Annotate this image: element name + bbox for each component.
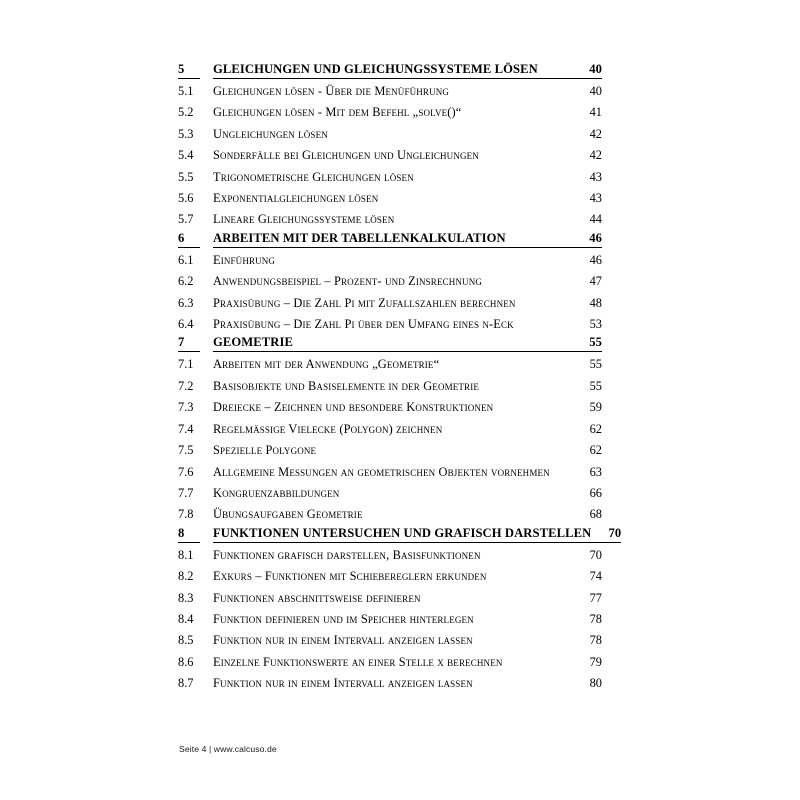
chapter-title: GEOMETRIE — [213, 335, 572, 352]
toc-entry[interactable] — [178, 673, 602, 694]
chapter-block — [178, 525, 622, 695]
chapter-heading[interactable] — [178, 62, 602, 79]
toc-entry[interactable] — [178, 609, 602, 630]
section-title: Exkurs – Funktionen mit Schiebereglern erkunden — [213, 569, 487, 584]
chapter-page-number: 55 — [572, 335, 602, 352]
section-number: 7.8 — [178, 507, 194, 522]
section-number: 6.1 — [178, 252, 194, 267]
section-page-number: 43 — [589, 169, 602, 184]
toc-entry[interactable] — [178, 102, 602, 123]
chapter-heading[interactable] — [178, 231, 602, 248]
section-number: 7.4 — [178, 421, 194, 436]
toc-entry[interactable] — [178, 81, 602, 102]
toc-entry[interactable] — [178, 145, 602, 166]
section-title: Praxisübung – Die Zahl Pi mit Zufallszahlen berechnen — [213, 295, 516, 310]
chapter-page-number: 40 — [572, 62, 602, 79]
section-page-number: 40 — [589, 84, 602, 98]
toc-entry[interactable] — [178, 545, 602, 566]
toc-entry[interactable] — [178, 293, 602, 314]
section-page-number: 62 — [589, 421, 602, 436]
toc-entry[interactable] — [178, 630, 602, 651]
chapter-block — [178, 335, 602, 525]
section-number: 8.3 — [178, 590, 194, 605]
section-page-number: 46 — [589, 252, 602, 267]
chapter-page-number: 70 — [591, 526, 621, 543]
chapter-heading[interactable] — [178, 335, 602, 352]
section-title: Arbeiten mit der Anwendung „Geometrie“ — [213, 357, 440, 372]
section-page-number: 77 — [589, 590, 602, 605]
section-number: 8.4 — [178, 611, 194, 626]
section-title: Allgemeine Messungen an geometrischen Objekten vornehmen — [213, 464, 550, 479]
section-title: Funktionen abschnittsweise definieren — [213, 590, 421, 605]
section-page-number: 55 — [589, 357, 602, 372]
section-number: 5.2 — [178, 105, 194, 120]
section-title: Gleichungen lösen - Mit dem Befehl „solve()“ — [213, 105, 462, 120]
chapter-page-number: 46 — [572, 231, 602, 248]
section-title: Funktion nur in einem Intervall anzeigen lassen — [213, 676, 473, 691]
section-title: Sonderfälle bei Gleichungen und Ungleichungen — [213, 148, 479, 163]
section-title: Funktionen grafisch darstellen, Basisfunktionen — [213, 547, 481, 562]
section-number: 8.5 — [178, 633, 194, 648]
section-number: 6.2 — [178, 274, 194, 289]
toc-entry[interactable] — [178, 188, 602, 209]
section-number: 6.3 — [178, 295, 194, 310]
toc-entry[interactable] — [178, 354, 602, 375]
section-number: 5.6 — [178, 191, 194, 206]
section-page-number: 66 — [589, 485, 602, 500]
section-page-number: 79 — [589, 654, 602, 669]
section-number: 8.6 — [178, 654, 194, 669]
section-page-number: 47 — [589, 274, 602, 289]
section-title: Funktion nur in einem Intervall anzeigen lassen — [213, 633, 473, 648]
section-title: Einführung — [213, 252, 276, 267]
section-number: 7.2 — [178, 378, 194, 393]
section-title: Trigonometrische Gleichungen lösen — [213, 169, 414, 184]
toc-entry[interactable] — [178, 483, 602, 504]
section-number: 5.4 — [178, 148, 194, 163]
chapter-number: 8 — [178, 526, 200, 543]
toc-entry[interactable] — [178, 588, 602, 609]
section-page-number: 80 — [589, 676, 602, 691]
toc-entry[interactable] — [178, 124, 602, 145]
table-of-contents — [178, 62, 622, 695]
chapter-title: FUNKTIONEN UNTERSUCHEN UND GRAFISCH DARSTELLEN — [213, 526, 591, 543]
section-title: Kongruenzabbildungen — [213, 485, 340, 500]
chapter-block — [178, 62, 602, 231]
section-number: 8.2 — [178, 569, 194, 584]
section-number: 8.7 — [178, 676, 194, 691]
toc-entry[interactable] — [178, 250, 602, 271]
toc-entry[interactable] — [178, 209, 602, 230]
section-page-number: 41 — [589, 105, 602, 120]
section-page-number: 43 — [589, 191, 602, 206]
page-footer: Seite 4 | www.calcuso.de — [179, 744, 277, 754]
chapter-number: 7 — [178, 335, 200, 352]
toc-entry[interactable] — [178, 504, 602, 525]
section-title: Gleichungen lösen - Über die Menüführung — [213, 84, 450, 98]
section-title: Basisobjekte und Basiselemente in der Geometrie — [213, 378, 480, 393]
chapter-block — [178, 231, 602, 336]
section-page-number: 68 — [589, 507, 602, 522]
toc-entry[interactable] — [178, 419, 602, 440]
chapter-heading[interactable] — [178, 525, 622, 543]
section-title: Regelmäßige Vielecke (Polygon) zeichnen — [213, 421, 443, 436]
section-page-number: 70 — [589, 547, 602, 562]
chapter-title: ARBEITEN MIT DER TABELLENKALKULATION — [213, 231, 572, 248]
toc-entry[interactable] — [178, 314, 602, 335]
section-page-number: 62 — [589, 443, 602, 458]
chapter-number: 5 — [178, 62, 200, 79]
section-number: 7.7 — [178, 485, 194, 500]
section-number: 8.1 — [178, 547, 194, 562]
section-title: Praxisübung – Die Zahl Pi über den Umfang eines n-Eck — [213, 317, 514, 332]
section-title: Einzelne Funktionswerte an einer Stelle x berechnen — [213, 654, 503, 669]
section-title: Funktion definieren und im Speicher hinterlegen — [213, 611, 474, 626]
section-number: 7.5 — [178, 443, 194, 458]
chapter-number: 6 — [178, 231, 200, 248]
section-title: Anwendungsbeispiel – Prozent- und Zinsrechnung — [213, 274, 483, 289]
section-page-number: 78 — [589, 611, 602, 626]
section-title: Spezielle Polygone — [213, 443, 317, 458]
section-page-number: 53 — [589, 317, 602, 332]
section-title: Lineare Gleichungssysteme lösen — [213, 212, 395, 227]
toc-entry[interactable] — [178, 271, 602, 292]
toc-entry[interactable] — [178, 376, 602, 397]
section-number: 7.6 — [178, 464, 194, 479]
toc-entry[interactable] — [178, 440, 602, 461]
section-title: Exponentialgleichungen lösen — [213, 191, 379, 206]
section-title: Übungsaufgaben Geometrie — [213, 507, 363, 522]
toc-entry[interactable] — [178, 167, 602, 188]
section-number: 7.1 — [178, 357, 194, 372]
toc-entry[interactable] — [178, 652, 602, 673]
section-page-number: 55 — [589, 378, 602, 393]
toc-entry[interactable] — [178, 397, 602, 418]
section-number: 5.5 — [178, 169, 194, 184]
section-page-number: 42 — [589, 148, 602, 163]
section-number: 6.4 — [178, 317, 194, 332]
toc-entry[interactable] — [178, 462, 602, 483]
section-title: Ungleichungen lösen — [213, 126, 328, 141]
section-number: 5.1 — [178, 84, 194, 98]
section-title: Dreiecke – Zeichnen und besondere Konstruktionen — [213, 400, 494, 415]
section-number: 5.3 — [178, 126, 194, 141]
section-page-number: 48 — [589, 295, 602, 310]
section-number: 5.7 — [178, 212, 194, 227]
toc-entry[interactable] — [178, 566, 602, 587]
section-page-number: 74 — [589, 569, 602, 584]
section-number: 7.3 — [178, 400, 194, 415]
section-page-number: 63 — [589, 464, 602, 479]
section-page-number: 44 — [589, 212, 602, 227]
section-page-number: 78 — [589, 633, 602, 648]
section-page-number: 59 — [589, 400, 602, 415]
chapter-title: GLEICHUNGEN UND GLEICHUNGSSYSTEME LÖSEN — [213, 62, 572, 79]
section-page-number: 42 — [589, 126, 602, 141]
